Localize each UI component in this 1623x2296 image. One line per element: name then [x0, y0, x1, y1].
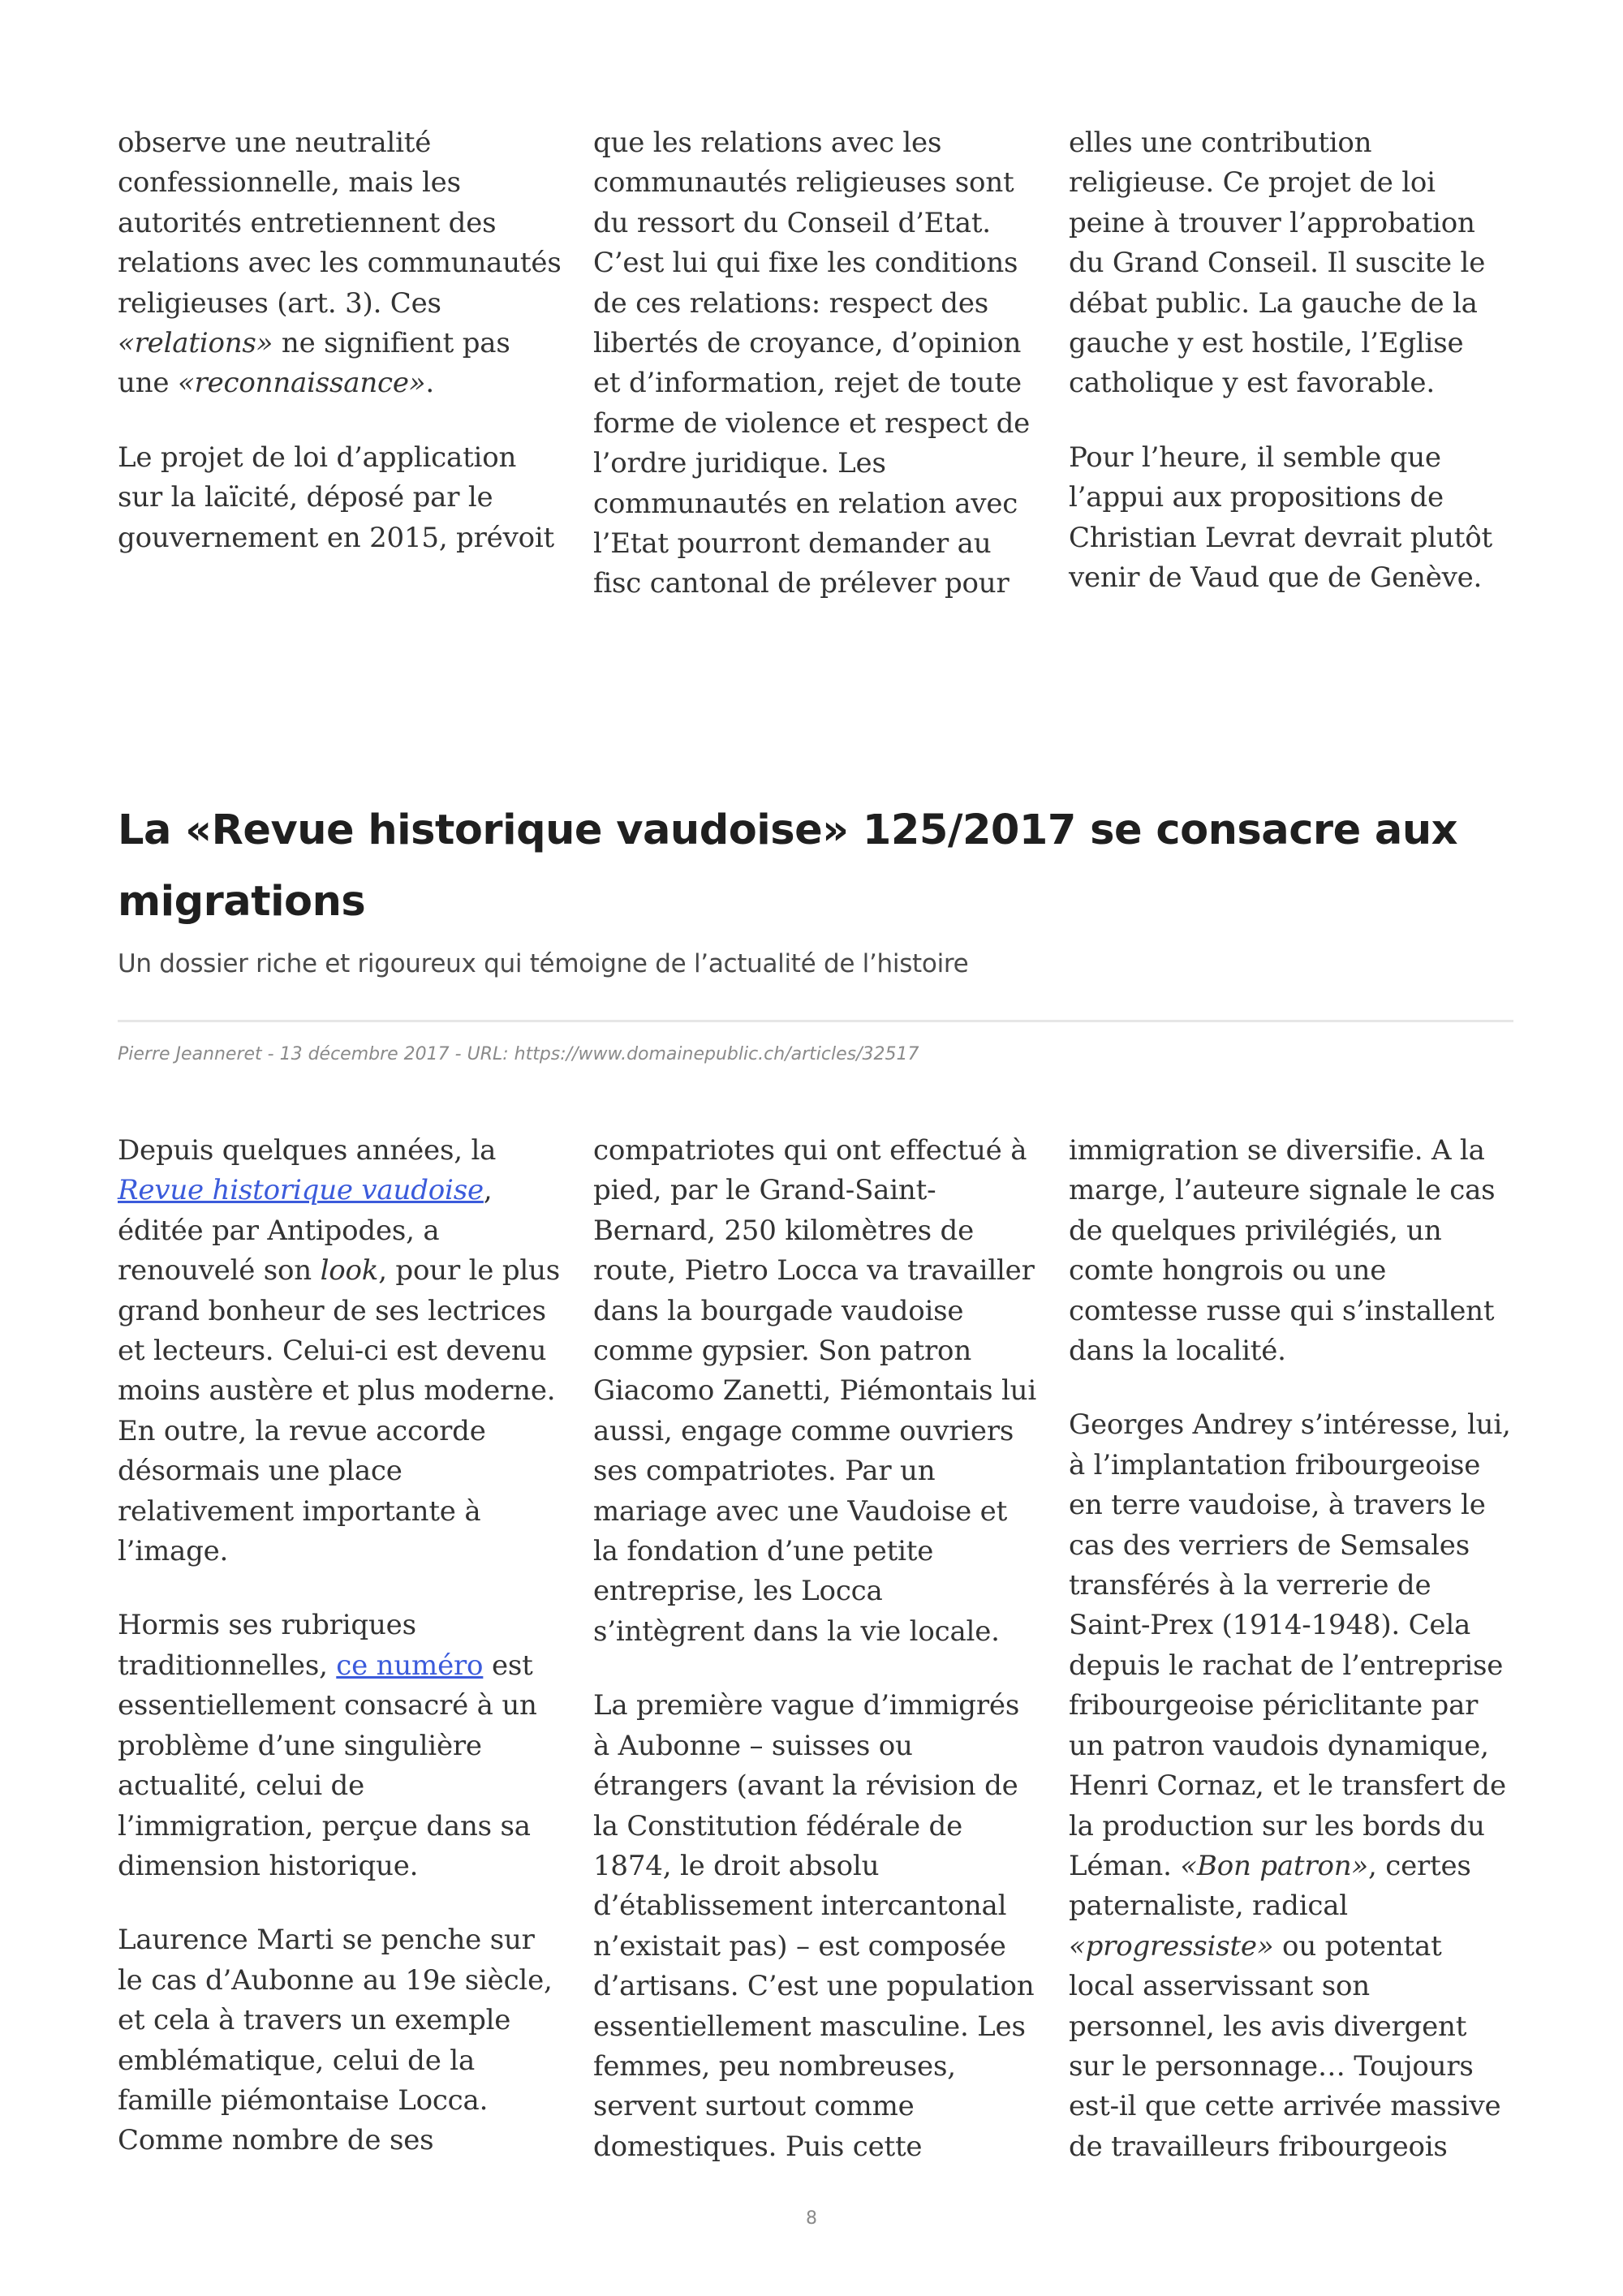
previous-article-columns [118, 123, 1513, 638]
column-1 [118, 1131, 562, 2201]
paragraph: Le projet de loi d’application sur la laïcité, déposé par le gouvernement en 2015, prévoit [118, 441, 554, 554]
column-2 [593, 123, 1038, 638]
paragraph: compatriotes qui ont effectué à pied, par le Grand-Saint-Bernard, 250 kilomètres de route, Pietro Locca va travailler dans la bourgade vaudoise comme gypsier. Son patron Giacomo Zanetti, Piémontais lui aussi, engage comme ouvriers ses compatriotes. Par un mariage avec une Vaudoise et la fondation d’une petite entreprise, les Locca s’intègrent dans la vie locale. [593, 1134, 1037, 1648]
quote-relations: «relations» [118, 327, 273, 360]
column-1 [118, 123, 562, 638]
quote-progressiste: «progressiste» [1069, 1929, 1274, 1963]
article-subtitle: Un dossier riche et rigoureux qui témoigne de l’actualité de l’histoire [118, 949, 969, 978]
emphasis-look: look [320, 1254, 379, 1288]
paragraph: Laurence Marti se penche sur le cas d’Aubonne au 19e siècle, et cela à travers un exemple emblématique, celui de la famille piémontaise Locca. Comme nombre de ses [118, 1924, 553, 2157]
article-byline: Pierre Jeanneret - 13 décembre 2017 - URL: https://www.domainepublic.ch/articles/32517 [118, 1044, 919, 1064]
paragraph: Georges Andrey s’intéresse, lui, à l’implantation fribourgeoise en terre vaudoise, à travers le cas des verriers de Semsales transférés à la verrerie de Saint-Prex (1914-1948). Cela depuis le rachat de l’entreprise fribourgeoise périclitante par un patron vaudois dynamique, Henri Cornaz, et le transfert de la production sur les bords du Léman. «Bon patron», certes paternaliste, radical «progressiste» ou potentat local asservissant son personnel, les avis divergent sur le personnage… Toujours est-il que cette arrivée massive de travailleurs fribourgeois [1069, 1408, 1511, 2163]
paragraph: Pour l’heure, il semble que l’appui aux propositions de Christian Levrat devrait plutôt venir de Vaud que de Genève. [1069, 441, 1492, 595]
column-2 [593, 1131, 1038, 2201]
ce-numero-link[interactable]: ce numéro [336, 1649, 484, 1682]
article-title: La «Revue historique vaudoise» 125/2017 se consacre aux migrations [118, 806, 1458, 926]
revue-historique-link[interactable]: Revue historique vaudoise [118, 1174, 484, 1207]
quote-bon-patron: «Bon patron» [1180, 1849, 1369, 1882]
paragraph: que les relations avec les communautés religieuses sont du ressort du Conseil d’Etat. C’est lui qui fixe les conditions de ces relations: respect des libertés de croyance, d’opinion et d’information, rejet de toute forme de violence et respect de l’ordre juridique. Les communautés en relation avec l’Etat pourront demander au fisc cantonal de prélever pour [593, 127, 1031, 600]
paragraph: elles une contribution religieuse. Ce projet de loi peine à trouver l’approbation du Grand Conseil. Il suscite le débat public. La gauche de la gauche y est hostile, l’Eglise catholique y est favorable. [1069, 127, 1486, 400]
page-number: 8 [806, 2208, 817, 2229]
paragraph: observe une neutralité confessionnelle, mais les autorités entretiennent des relations avec les communautés religieuses (art. 3). Ces «relations» ne signifient pas une «reconnaissance». [118, 127, 562, 400]
paragraph: Hormis ses rubriques traditionnelles, ce numéro est essentiellement consacré à un problème d’une singulière actualité, celui de l’immigration, perçue dans sa dimension historique. [118, 1609, 537, 1882]
paragraph: La première vague d’immigrés à Aubonne – suisses ou étrangers (avant la révision de la Constitution fédérale de 1874, le droit absolu d’établissement intercantonal n’existait pas) – est composée d’artisans. C’est une population essentiellement masculine. Les femmes, peu nombreuses, servent surtout comme domestiques. Puis cette [593, 1689, 1035, 2163]
divider [118, 1020, 1513, 1022]
paragraph: Depuis quelques années, la Revue historique vaudoise, éditée par Antipodes, a renouvelé son look, pour le plus grand bonheur de ses lectrices et lecteurs. Celui-ci est devenu moins austère et plus moderne. En outre, la revue accorde désormais une place relativement importante à l’image. [118, 1134, 561, 1568]
column-3 [1069, 123, 1513, 638]
quote-reconnaissance: «reconnaissance» [177, 367, 426, 400]
article-columns [118, 1131, 1513, 2201]
paragraph: immigration se diversifie. A la marge, l’auteure signale le cas de quelques privilégiés, un comte hongrois ou une comtesse russe qui s’installent dans la localité. [1069, 1134, 1496, 1368]
column-3 [1069, 1131, 1513, 2201]
